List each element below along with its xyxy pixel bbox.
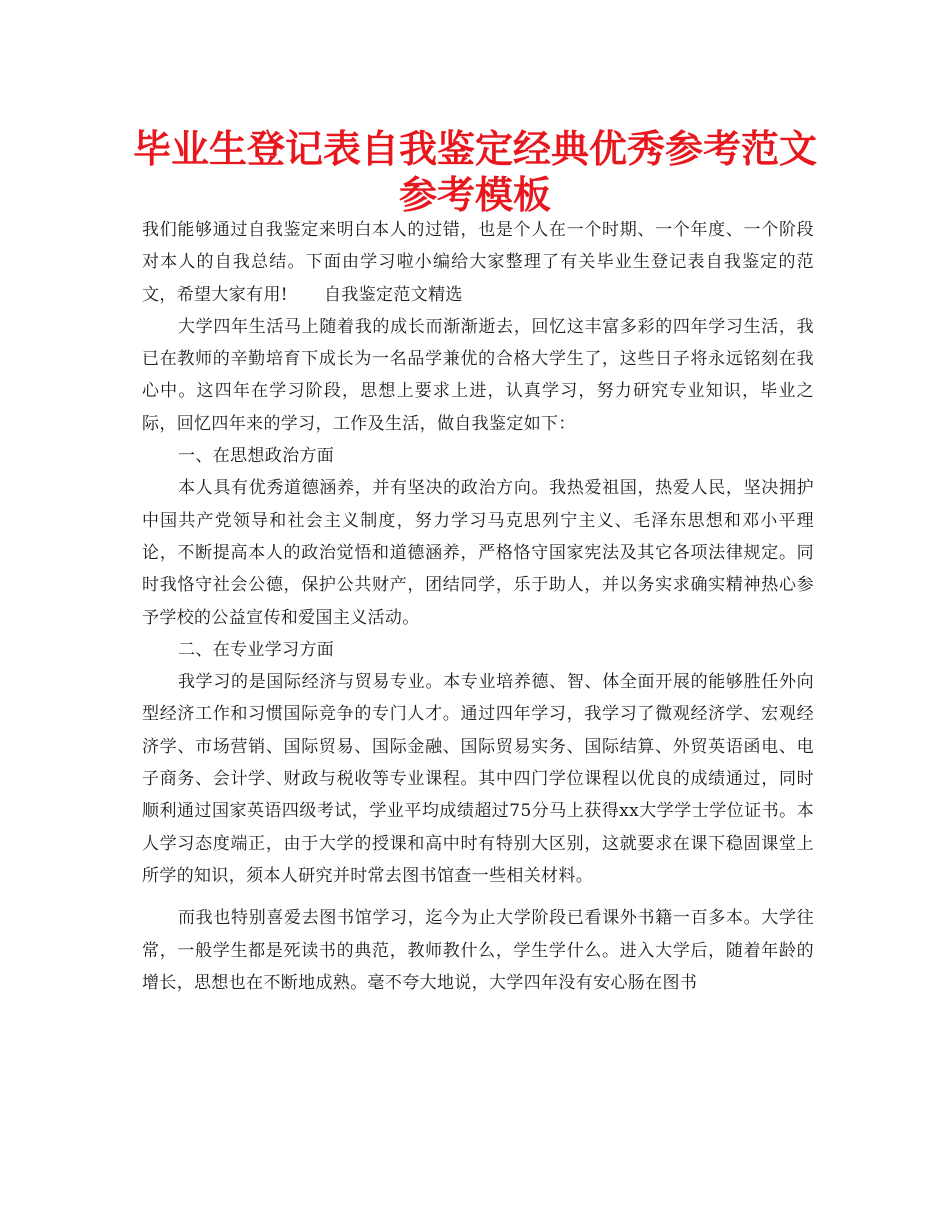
document-title-line-2: 参考模板: [398, 173, 551, 217]
intro-paragraph: [142, 214, 814, 311]
intro-section-label: 自我鉴定范文精选: [323, 284, 463, 305]
paragraph-3: 我学习的是国际经济与贸易专业。本专业培养德、智、体全面开展的能够胜任外向型经济工作和习惯国际竞争的专门人才。通过四年学习，我学习了微观经济学、宏观经济学、市场营销、国际贸易、国际金融、国际贸易实务、国际结算、外贸英语函电、电子商务、会计学、财政与税收等专业课程。其中四门学位课程以优良的成绩通过，同时顺利通过国家英语四级考试，学业平均成绩超过75分马上获得xx大学学士学位证书。本人学习态度端正，由于大学的授课和高中时有特别大区别，这就要求在课下稳固课堂上所学的知识，须本人研究并时常去图书馆查一些相关材料。: [142, 672, 814, 886]
paragraph-4: 而我也特别喜爱去图书馆学习，迄今为止大学阶段已看课外书籍一百多本。大学往常，一般学生都是死读书的典范，教师教什么，学生学什么。进入大学后，随着年龄的增长，思想也在不断地成熟。毫不夸大地说，大学四年没有安心肠在图书: [142, 908, 814, 993]
paragraph-2: 本人具有优秀道德涵养，并有坚决的政治方向。我热爱祖国，热爱人民，坚决拥护中国共产党领导和社会主义制度，努力学习马克思列宁主义、毛泽东思想和邓小平理论，不断提高本人的政治觉悟和道德涵养，严格恪守国家宪法及其它各项法律规定。同时我恪守社会公德，保护公共财产，团结同学，乐于助人，并以务实求确实精神热心参予学校的公益宣传和爱国主义活动。: [142, 478, 814, 628]
document-body: [142, 214, 814, 999]
section-heading-2: 二、在专业学习方面: [178, 639, 335, 660]
section-heading-1: 一、在思想政治方面: [178, 446, 335, 467]
document-title-line-1: 毕业生登记表自我鉴定经典优秀参考范文: [132, 127, 817, 171]
intro-text: 我们能够通过自我鉴定来明白本人的过错，也是个人在一个时期、一个年度、一个阶段对本人的自我总结。下面由学习啦小编给大家整理了有关毕业生登记表自我鉴定的范文，希望大家有用!: [142, 220, 814, 305]
paragraph-1: 大学四年生活马上随着我的成长而渐渐逝去，回忆这丰富多彩的四年学习生活，我已在教师的辛勤培育下成长为一名品学兼优的合格大学生了，这些日子将永远铭刻在我心中。这四年在学习阶段，思想上要求上进，认真学习，努力研究专业知识，毕业之际，回忆四年来的学习，工作及生活，做自我鉴定如下：: [142, 316, 814, 434]
